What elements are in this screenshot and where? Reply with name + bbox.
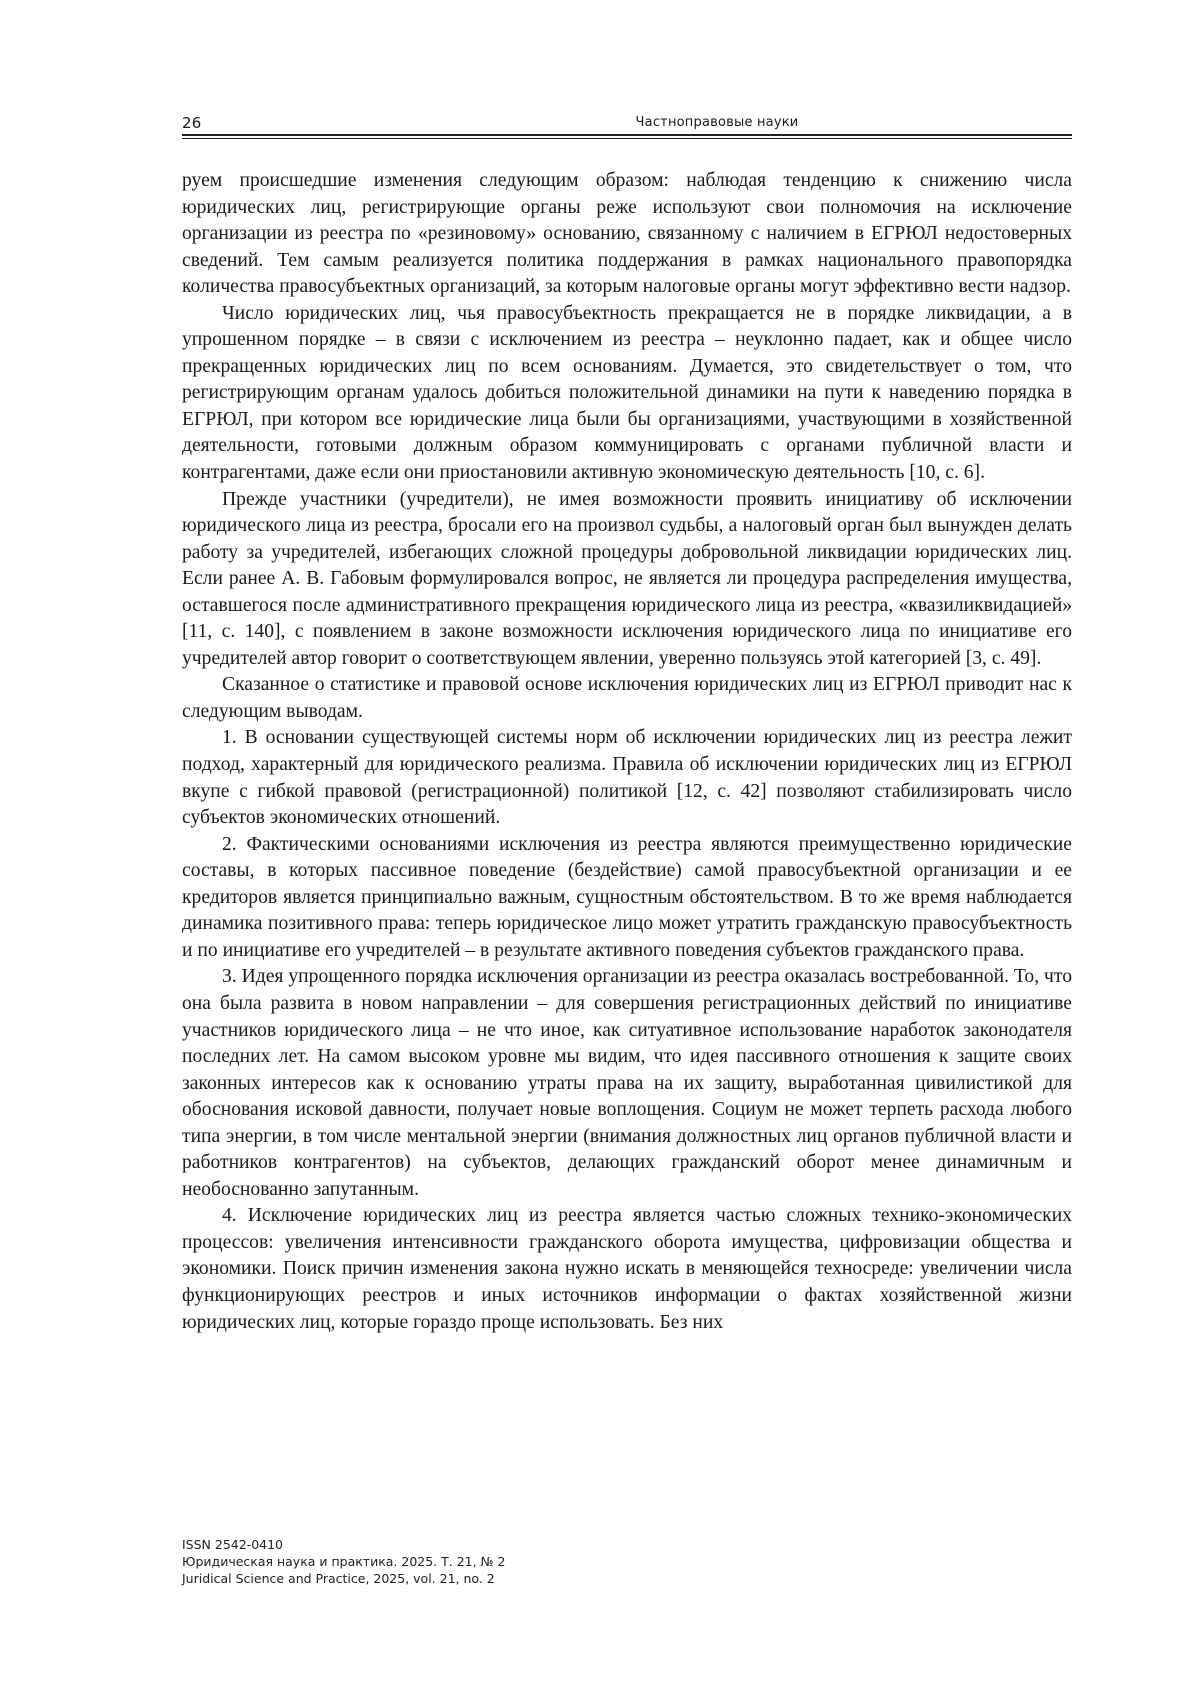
journal-citation-en: Juridical Science and Practice, 2025, vol. 21, no. 2 [182,1571,495,1586]
conclusion-item-4: 4. Исключение юридических лиц из реестра является частью сложных технико-экономических процессов: увеличения интенсивности гражданского оборота имущества, цифровизации общества и экономики. Поиск причин изменения закона нужно искать в меняющейся техносреде: увеличении числа функционирующих реестров и иных источников информации о фактах хозяйственной жизни юридических лиц, которые гораздо проще использовать. Без них [182,1205,1072,1333]
section-title: Частноправовые науки [635,115,799,130]
paragraph: Прежде участники (учредители), не имея возможности проявить инициативу об исключении юридического лица из реестра, бросали его на произвол судьбы, а налоговый орган был вынужден делать работу за учредителей, избегающих сложной процедуры добровольной ликвидации юридических лиц. Если ранее А. В. Габовым формулировался вопрос, не является ли процедура распределения имущества, оставшегося после административного прекращения юридического лица из реестра, «квазиликвидацией» [11, с. 140], с появлением в законе возможности исключения юридического лица по инициативе его учредителей автор говорит о соответствующем явлении, уверенно пользуясь этой категорией [3, с. 49]. [182,488,1072,669]
page-number: 26 [182,114,202,132]
journal-citation-ru: Юридическая наука и практика. 2025. Т. 21, № 2 [182,1554,506,1569]
conclusion-item-3: 3. Идея упрощенного порядка исключения организации из реестра оказалась востребованной. То, что она была развита в новом направлении – для совершения регистрационных действий по инициативе участников юридического лица – не что иное, как ситуативное использование наработок законодателя последних лет. На самом высоком уровне мы видим, что идея пассивного отношения к защите своих законных интересов как к основанию утраты права на их защиту, выработанная цивилистикой для обоснования исковой давности, получает новые воплощения. Социум не может терпеть расхода любого типа энергии, в том числе ментальной энергии (внимания должностных лиц органов публичной власти и работников контрагентов) на субъектов, делающих гражданский оборот менее динамичным и необоснованно запутанным. [182,966,1072,1200]
header-rule-thin [182,138,1072,139]
conclusion-item-2: 2. Фактическими основаниями исключения из реестра являются преимущественно юридические составы, в которых пассивное поведение (бездействие) самой правосубъектной организации и ее кредиторов является принципиально важным, сущностным обстоятельством. В то же время наблюдается динамика позитивного права: теперь юридическое лицо может утратить гражданскую правосубъектность и по инициативе его учредителей – в результате активного поведения субъектов гражданского права. [182,833,1072,961]
article-body [182,168,1072,1336]
issn: ISSN 2542-0410 [182,1537,284,1552]
paragraph-continued: руем происшедшие изменения следующим образом: наблюдая тенденцию к снижению числа юридических лиц, регистрирующие органы реже используют свои полномочия на исключение организации из реестра по «резиновому» основанию, связанному с наличием в ЕГРЮЛ недостоверных сведений. Тем самым реализуется политика поддержания в рамках национального правопорядка количества правосубъектных организаций, за которым налоговые органы могут эффективно вести надзор. [182,170,1072,298]
header-rule-thick [182,134,1072,136]
page-footer [182,1536,505,1587]
paragraph: Число юридических лиц, чья правосубъектность прекращается не в порядке ликвидации, а в упрошенном порядке – в связи с исключением из реестра – неуклонно падает, как и общее число прекращенных юридических лиц по всем основаниям. Думается, это свидетельствует о том, что регистрирующим органам удалось добиться положительной динамики на пути к наведению порядка в ЕГРЮЛ, при котором все юридические лица были бы организациями, участвующими в хозяйственной деятельности, готовыми должным образом коммуницировать с органами публичной власти и контрагентами, даже если они приостановили активную экономическую деятельность [10, с. 6]. [182,302,1072,484]
paragraph: Сказанное о статистике и правовой основе исключения юридических лиц из ЕГРЮЛ приводит нас к следующим выводам. [182,674,1072,722]
running-header [182,112,1072,134]
conclusion-item-1: 1. В основании существующей системы норм об исключении юридических лиц из реестра лежит подход, характерный для юридического реализма. Правила об исключении юридических лиц из ЕГРЮЛ вкупе с гибкой правовой (регистрационной) политикой [12, с. 42] позволяют стабилизировать число субъектов экономических отношений. [182,727,1072,829]
